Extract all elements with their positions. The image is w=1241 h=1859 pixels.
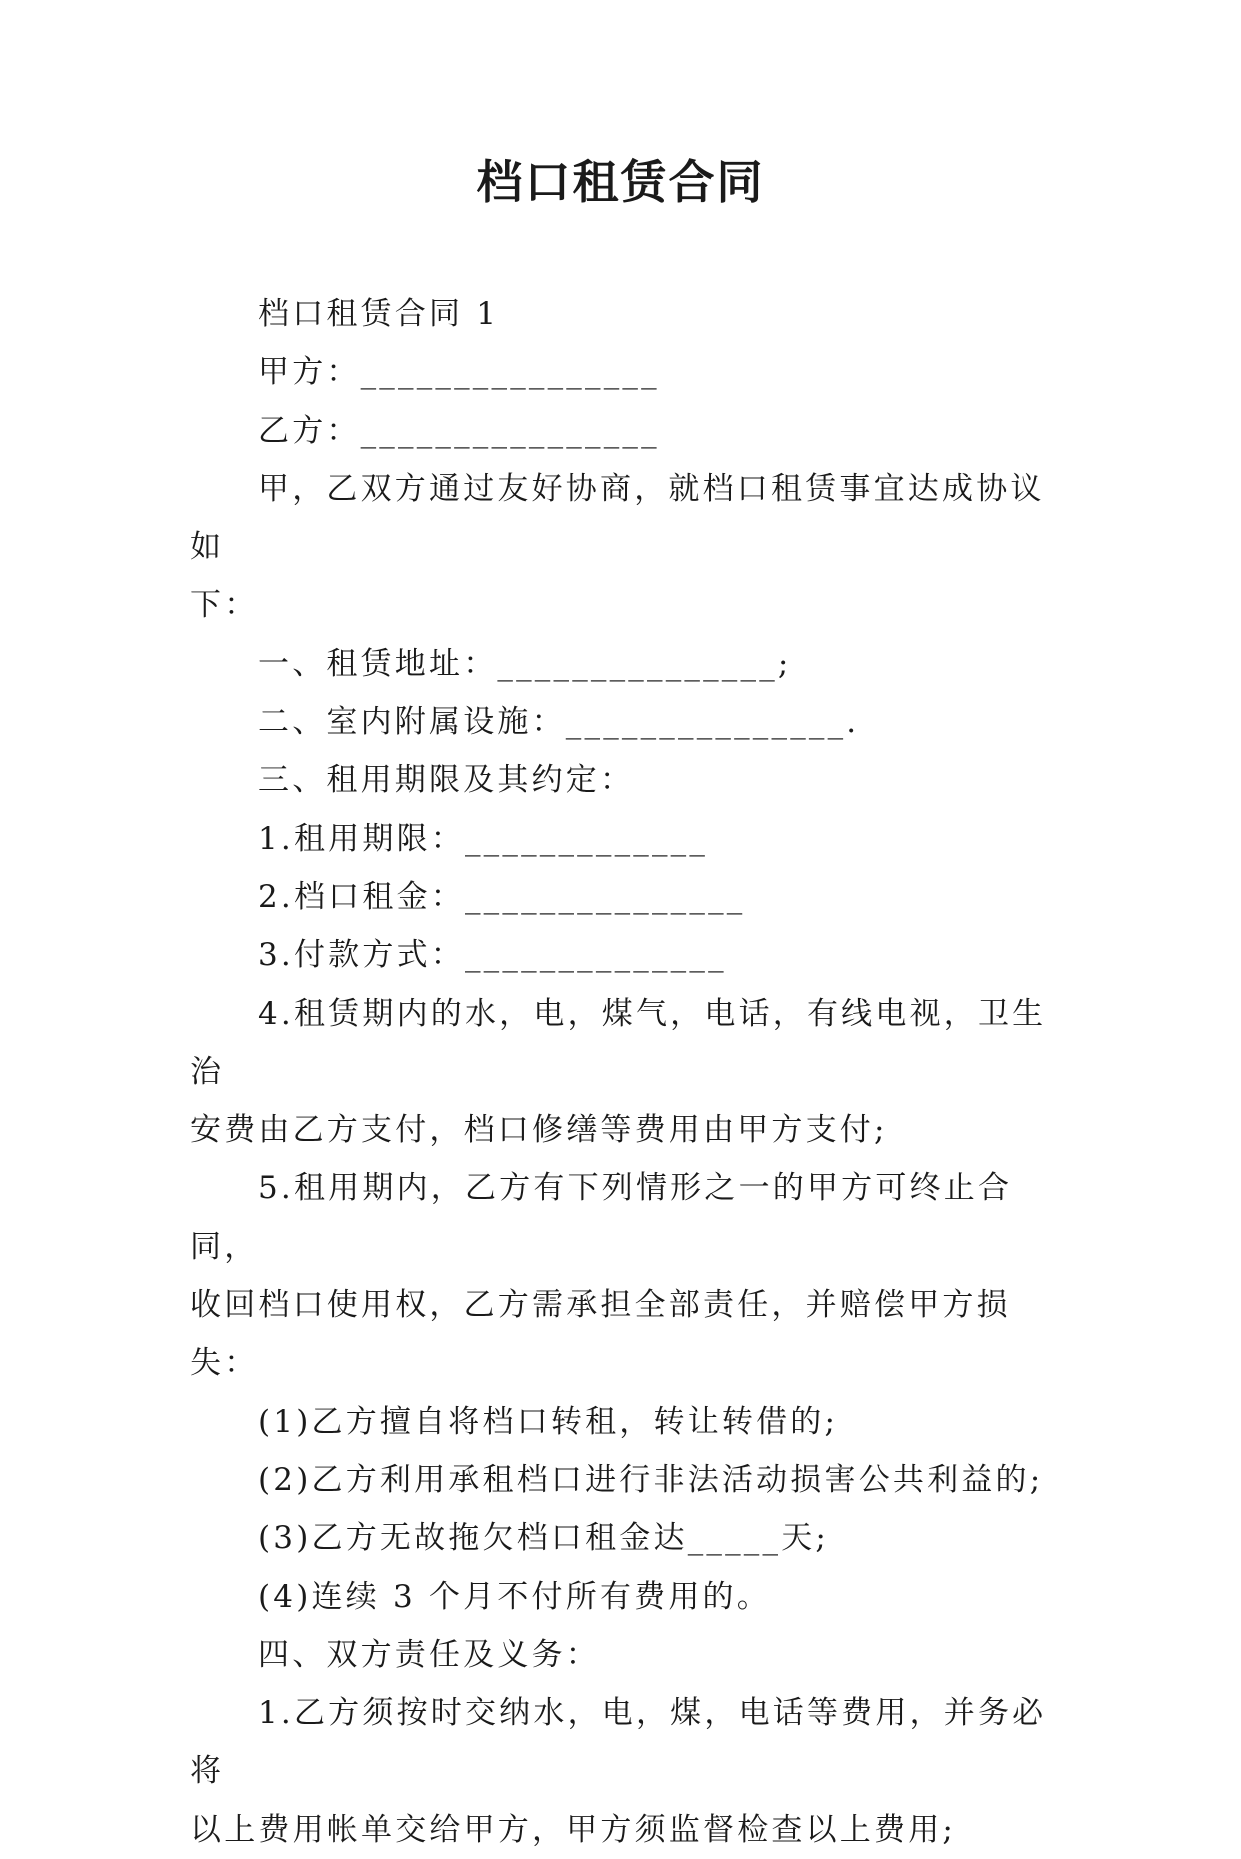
clause-4-item-1: 1.乙方须按时交纳水，电，煤，电话等费用，并务必将 (190, 1695, 1047, 1790)
clause-4-heading: 四、双方责任及义务： (258, 1636, 600, 1673)
clause-2-facilities: 二、室内附属设施：_______________. (258, 704, 860, 741)
subtitle-line: 档口租赁合同 1 (258, 296, 500, 332)
document-body (190, 285, 1054, 1859)
clause-3-heading: 三、租用期限及其约定： (258, 762, 635, 799)
preamble-line-continued: 下： (190, 587, 259, 624)
preamble-line: 甲，乙双方通过友好协商，就档口租赁事宜达成协议如 (190, 470, 1045, 566)
termination-case-2: (2)乙方利用承租档口进行非法活动损害公共利益的; (258, 1461, 1044, 1498)
termination-case-1: (1)乙方擅自将档口转租，转让转借的; (258, 1403, 839, 1440)
termination-case-4: (4)连续 3 个月不付所有费用的。 (258, 1578, 771, 1615)
clause-3-item-1: 1.租用期限：_____________ (258, 820, 709, 857)
party-a-line: 甲方：________________ (258, 354, 660, 391)
clause-3-item-3: 3.付款方式：______________ (258, 937, 727, 974)
clause-3-item-4: 4.租赁期内的水，电，煤气，电话，有线电视，卫生治 (190, 995, 1047, 1090)
termination-case-3: (3)乙方无故拖欠档口租金达_____天; (258, 1520, 830, 1557)
clause-4-item-1-continued: 以上费用帐单交给甲方，甲方须监督检查以上费用; (190, 1811, 957, 1848)
document-title: 档口租赁合同 (476, 155, 765, 209)
clause-1-address: 一、租赁地址：_______________; (258, 645, 792, 682)
clause-3-item-5: 5.租用期内，乙方有下列情形之一的甲方可终止合同， (190, 1170, 1013, 1265)
clause-3-item-4-continued: 安费由乙方支付，档口修缮等费用由甲方支付; (190, 1112, 888, 1149)
party-b-line: 乙方：________________ (258, 412, 660, 449)
clause-3-item-5-continued: 收回档口使用权，乙方需承担全部责任，并赔偿甲方损失： (190, 1287, 1011, 1382)
clause-3-item-2: 2.档口租金：_______________ (258, 878, 746, 915)
